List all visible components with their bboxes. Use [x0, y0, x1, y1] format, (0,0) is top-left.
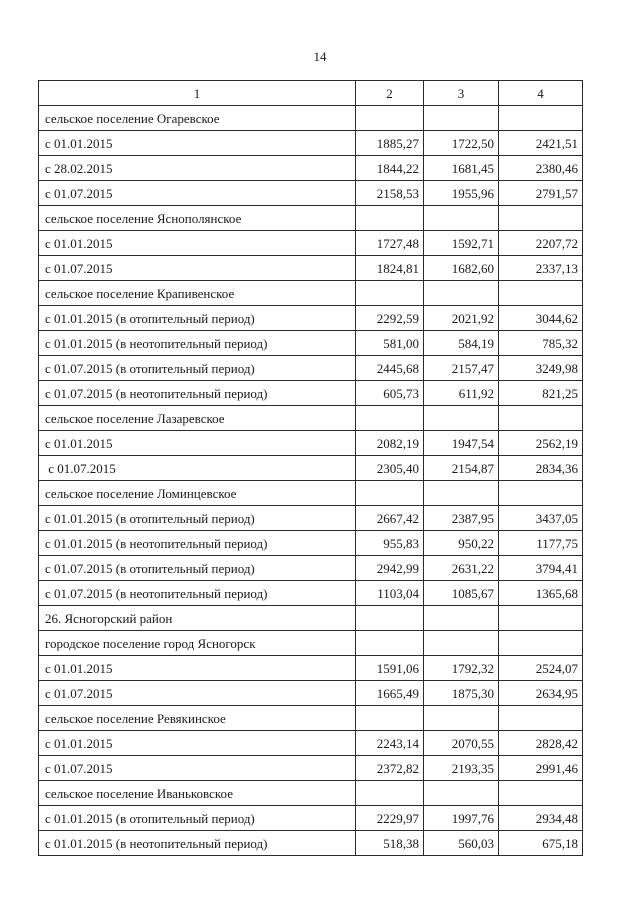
value-cell: 581,00: [356, 331, 424, 356]
value-cell: [499, 206, 583, 231]
value-cell: 605,73: [356, 381, 424, 406]
value-cell: 2154,87: [424, 456, 499, 481]
table-row: [39, 131, 583, 156]
value-cell: [356, 106, 424, 131]
value-cell: 584,19: [424, 331, 499, 356]
row-label: с 01.07.2015: [39, 756, 356, 781]
table-row: [39, 531, 583, 556]
row-label: сельское поселение Иваньковское: [39, 781, 356, 806]
value-cell: [356, 406, 424, 431]
table-row: [39, 181, 583, 206]
value-cell: 2634,95: [499, 681, 583, 706]
table-row: [39, 331, 583, 356]
table-header: [39, 81, 583, 106]
column-header-3: 3: [424, 81, 499, 106]
row-label: с 01.07.2015: [39, 256, 356, 281]
table-row: [39, 831, 583, 856]
table-row: [39, 456, 583, 481]
value-cell: 2070,55: [424, 731, 499, 756]
value-cell: 2445,68: [356, 356, 424, 381]
value-cell: [356, 781, 424, 806]
value-cell: 1875,30: [424, 681, 499, 706]
value-cell: [499, 106, 583, 131]
value-cell: [424, 106, 499, 131]
value-cell: [499, 606, 583, 631]
value-cell: 3249,98: [499, 356, 583, 381]
value-cell: 1997,76: [424, 806, 499, 831]
row-label: с 01.01.2015: [39, 431, 356, 456]
value-cell: 1682,60: [424, 256, 499, 281]
table-row: [39, 506, 583, 531]
value-cell: 1947,54: [424, 431, 499, 456]
value-cell: [424, 481, 499, 506]
value-cell: 2791,57: [499, 181, 583, 206]
value-cell: [356, 606, 424, 631]
table-row: [39, 406, 583, 431]
value-cell: [499, 706, 583, 731]
table-row: [39, 281, 583, 306]
value-cell: 1592,71: [424, 231, 499, 256]
value-cell: 2524,07: [499, 656, 583, 681]
row-label: с 01.01.2015: [39, 131, 356, 156]
value-cell: [499, 281, 583, 306]
table-row: [39, 606, 583, 631]
value-cell: [424, 281, 499, 306]
value-cell: [424, 406, 499, 431]
value-cell: 611,92: [424, 381, 499, 406]
value-cell: 2229,97: [356, 806, 424, 831]
value-cell: 3794,41: [499, 556, 583, 581]
table-row: [39, 806, 583, 831]
table-row: [39, 156, 583, 181]
value-cell: 2372,82: [356, 756, 424, 781]
value-cell: 2193,35: [424, 756, 499, 781]
row-label: с 01.01.2015 (в отопительный период): [39, 806, 356, 831]
value-cell: 2562,19: [499, 431, 583, 456]
value-cell: [356, 206, 424, 231]
row-label: с 01.07.2015 (в отопительный период): [39, 556, 356, 581]
value-cell: 2828,42: [499, 731, 583, 756]
table-row: [39, 206, 583, 231]
value-cell: [356, 631, 424, 656]
row-label: с 01.07.2015: [39, 456, 356, 481]
value-cell: 950,22: [424, 531, 499, 556]
table-row: [39, 556, 583, 581]
value-cell: 1727,48: [356, 231, 424, 256]
value-cell: 1722,50: [424, 131, 499, 156]
value-cell: [356, 281, 424, 306]
value-cell: 2387,95: [424, 506, 499, 531]
row-label: с 01.01.2015: [39, 731, 356, 756]
table-row: [39, 731, 583, 756]
table-row: [39, 631, 583, 656]
row-label: 26. Ясногорский район: [39, 606, 356, 631]
value-cell: [499, 481, 583, 506]
row-label: с 28.02.2015: [39, 156, 356, 181]
row-label: с 01.01.2015 (в неотопительный период): [39, 831, 356, 856]
table-row: [39, 256, 583, 281]
tariff-table: [38, 80, 583, 856]
value-cell: 2834,36: [499, 456, 583, 481]
row-label: с 01.07.2015 (в неотопительный период): [39, 381, 356, 406]
column-header-2: 2: [356, 81, 424, 106]
value-cell: 2380,46: [499, 156, 583, 181]
value-cell: 1365,68: [499, 581, 583, 606]
column-header-1: 1: [39, 81, 356, 106]
value-cell: 560,03: [424, 831, 499, 856]
table-row: [39, 381, 583, 406]
row-label: сельское поселение Яснополянское: [39, 206, 356, 231]
table-row: [39, 306, 583, 331]
value-cell: [499, 406, 583, 431]
value-cell: 2421,51: [499, 131, 583, 156]
value-cell: 1885,27: [356, 131, 424, 156]
table-row: [39, 581, 583, 606]
value-cell: 3437,05: [499, 506, 583, 531]
row-label: с 01.01.2015 (в отопительный период): [39, 506, 356, 531]
row-label: с 01.01.2015 (в неотопительный период): [39, 331, 356, 356]
row-label: сельское поселение Лазаревское: [39, 406, 356, 431]
value-cell: 2243,14: [356, 731, 424, 756]
table-row: [39, 106, 583, 131]
value-cell: 675,18: [499, 831, 583, 856]
row-label: сельское поселение Крапивенское: [39, 281, 356, 306]
table-row: [39, 681, 583, 706]
value-cell: 2934,48: [499, 806, 583, 831]
value-cell: 518,38: [356, 831, 424, 856]
value-cell: 1824,81: [356, 256, 424, 281]
value-cell: 785,32: [499, 331, 583, 356]
value-cell: [424, 206, 499, 231]
value-cell: 2631,22: [424, 556, 499, 581]
value-cell: 2157,47: [424, 356, 499, 381]
value-cell: 1681,45: [424, 156, 499, 181]
row-label: с 01.01.2015 (в неотопительный период): [39, 531, 356, 556]
table-row: [39, 231, 583, 256]
row-label: с 01.07.2015 (в неотопительный период): [39, 581, 356, 606]
row-label: с 01.01.2015 (в отопительный период): [39, 306, 356, 331]
value-cell: 2207,72: [499, 231, 583, 256]
value-cell: 955,83: [356, 531, 424, 556]
row-label: городское поселение город Ясногорск: [39, 631, 356, 656]
table-body: [39, 106, 583, 856]
value-cell: 2021,92: [424, 306, 499, 331]
value-cell: 1085,67: [424, 581, 499, 606]
value-cell: 1177,75: [499, 531, 583, 556]
value-cell: 1591,06: [356, 656, 424, 681]
value-cell: 1103,04: [356, 581, 424, 606]
row-label: с 01.01.2015: [39, 231, 356, 256]
table-row: [39, 706, 583, 731]
page-number: 14: [313, 49, 327, 64]
value-cell: 2158,53: [356, 181, 424, 206]
row-label: сельское поселение Огаревское: [39, 106, 356, 131]
value-cell: [356, 481, 424, 506]
row-label: с 01.07.2015 (в отопительный период): [39, 356, 356, 381]
value-cell: [424, 781, 499, 806]
value-cell: 2292,59: [356, 306, 424, 331]
value-cell: 1955,96: [424, 181, 499, 206]
value-cell: 2667,42: [356, 506, 424, 531]
row-label: сельское поселение Ломинцевское: [39, 481, 356, 506]
row-label: с 01.07.2015: [39, 681, 356, 706]
value-cell: 2991,46: [499, 756, 583, 781]
value-cell: [499, 631, 583, 656]
row-label: с 01.01.2015: [39, 656, 356, 681]
row-label: с 01.07.2015: [39, 181, 356, 206]
value-cell: 1792,32: [424, 656, 499, 681]
value-cell: [499, 781, 583, 806]
value-cell: [424, 706, 499, 731]
table-row: [39, 756, 583, 781]
value-cell: [424, 606, 499, 631]
value-cell: 1844,22: [356, 156, 424, 181]
value-cell: 2305,40: [356, 456, 424, 481]
value-cell: 2082,19: [356, 431, 424, 456]
table-row: [39, 356, 583, 381]
table-row: [39, 431, 583, 456]
value-cell: 2942,99: [356, 556, 424, 581]
value-cell: 1665,49: [356, 681, 424, 706]
value-cell: [424, 631, 499, 656]
header-row: [39, 81, 583, 106]
row-label: сельское поселение Ревякинское: [39, 706, 356, 731]
column-header-4: 4: [499, 81, 583, 106]
value-cell: [356, 706, 424, 731]
table-row: [39, 781, 583, 806]
table-row: [39, 656, 583, 681]
value-cell: 2337,13: [499, 256, 583, 281]
value-cell: 3044,62: [499, 306, 583, 331]
value-cell: 821,25: [499, 381, 583, 406]
table-row: [39, 481, 583, 506]
